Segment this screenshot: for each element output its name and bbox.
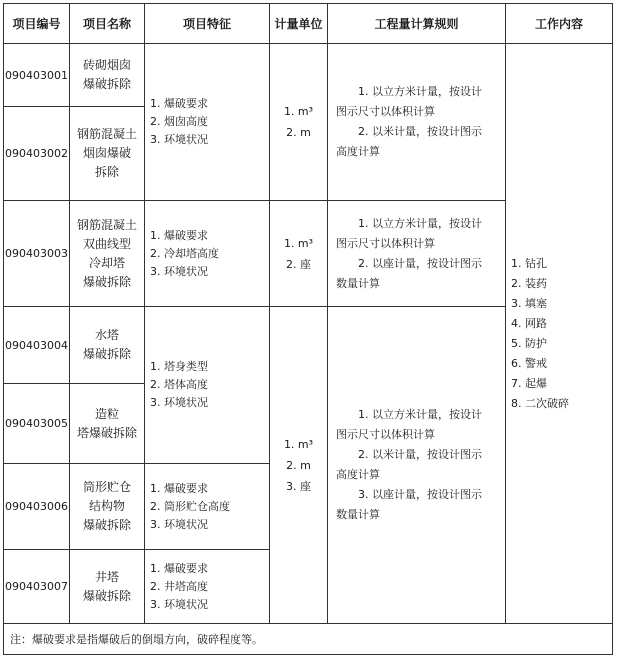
item-code: 090403001 [4,44,70,107]
item-rule: 1. 以立方米计量，按设计 图示尺寸以体积计算 2. 以米计量，按设计图示 高度计算 [328,44,506,201]
table-note: 注：爆破要求是指爆破后的倒塌方向，破碎程度等。 [4,624,613,655]
item-name: 造粒 塔爆破拆除 [70,384,145,464]
item-code: 090403006 [4,464,70,550]
item-unit: 1. m³ 2. 座 [270,201,328,307]
item-name: 水塔 爆破拆除 [70,307,145,384]
work-content: 1. 钻孔 2. 装药 3. 填塞 4. 网路 5. 防护 6. 警戒 7. 起爆 8. 二次破碎 [506,44,613,624]
item-feature: 1. 塔身类型 2. 塔体高度 3. 环境状况 [145,307,270,464]
item-feature: 1. 爆破要求 2. 井塔高度 3. 环境状况 [145,550,270,624]
header-name: 项目名称 [70,4,145,44]
item-rule: 1. 以立方米计量，按设计 图示尺寸以体积计算 2. 以米计量，按设计图示 高度计算 3. 以座计量，按设计图示 数量计算 [328,307,506,624]
header-unit: 计量单位 [270,4,328,44]
item-name: 筒形贮仓 结构物 爆破拆除 [70,464,145,550]
item-code: 090403003 [4,201,70,307]
note-row [4,624,613,655]
item-name: 钢筋混凝土 双曲线型 冷却塔 爆破拆除 [70,201,145,307]
item-code: 090403007 [4,550,70,624]
header-code: 项目编号 [4,4,70,44]
item-name: 井塔 爆破拆除 [70,550,145,624]
header-rule: 工程量计算规则 [328,4,506,44]
header-feature: 项目特征 [145,4,270,44]
item-code: 090403005 [4,384,70,464]
item-unit: 1. m³ 2. m 3. 座 [270,307,328,624]
item-feature: 1. 爆破要求 2. 烟囱高度 3. 环境状况 [145,44,270,201]
item-name: 砖砌烟囱 爆破拆除 [70,44,145,107]
item-code: 090403004 [4,307,70,384]
item-code: 090403002 [4,107,70,201]
item-unit: 1. m³ 2. m [270,44,328,201]
item-rule: 1. 以立方米计量，按设计 图示尺寸以体积计算 2. 以座计量，按设计图示 数量计算 [328,201,506,307]
table-row [4,44,613,107]
item-feature: 1. 爆破要求 2. 筒形贮仓高度 3. 环境状况 [145,464,270,550]
quantity-rules-table [3,3,613,655]
header-work: 工作内容 [506,4,613,44]
header-row [4,4,613,44]
item-name: 钢筋混凝土 烟囱爆破 拆除 [70,107,145,201]
item-feature: 1. 爆破要求 2. 冷却塔高度 3. 环境状况 [145,201,270,307]
